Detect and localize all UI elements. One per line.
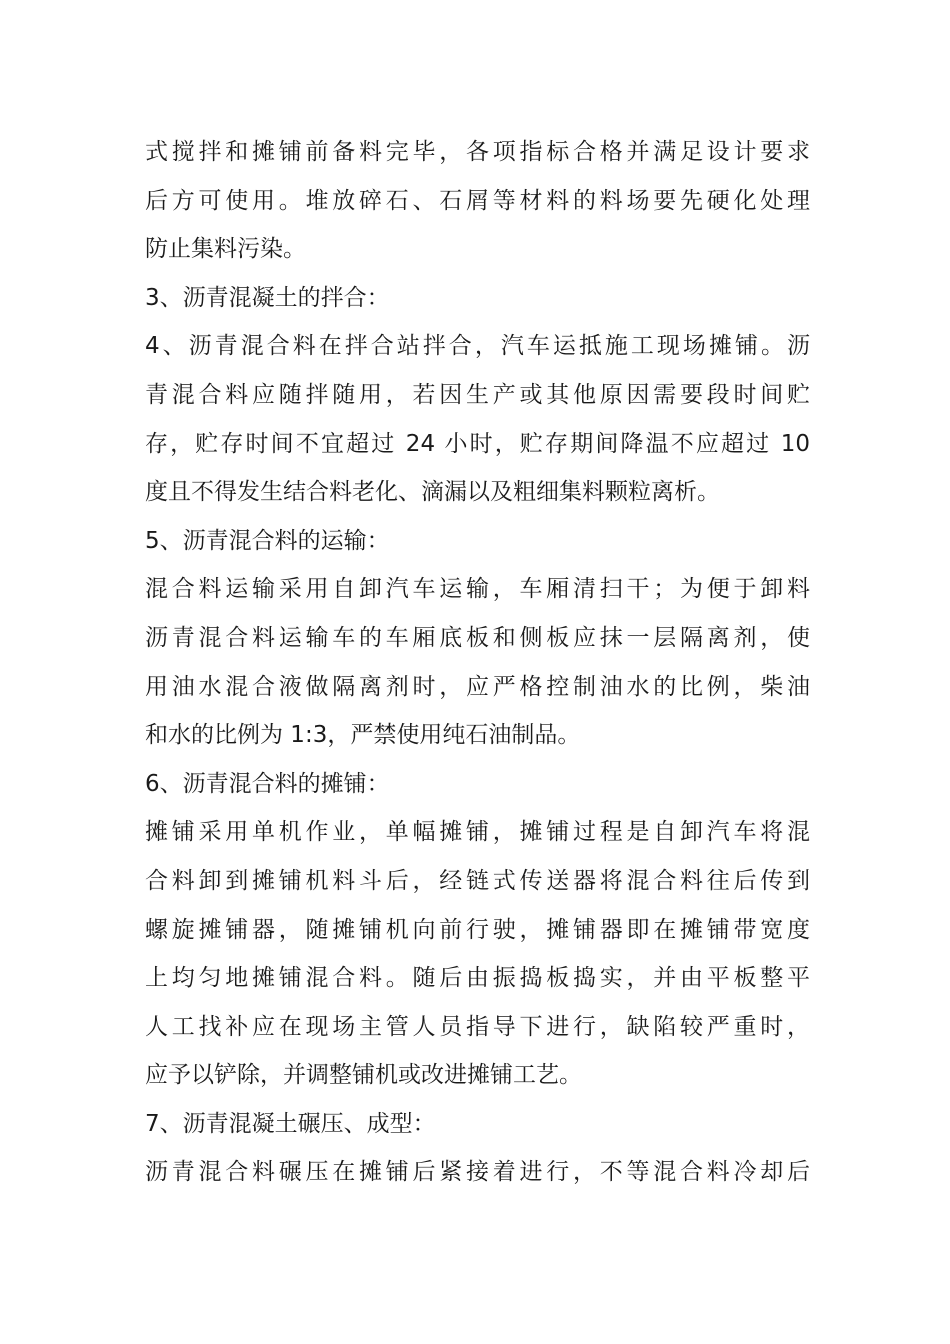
text-line: 混合料运输采用自卸汽车运输，车厢清扫干；为便于卸料 <box>145 576 810 603</box>
text-line: 7、沥青混凝土碾压、成型： <box>145 1110 436 1137</box>
text-line: 沥青混合料运输车的车厢底板和侧板应抹一层隔离剂，使 <box>145 624 810 651</box>
document-body <box>145 128 810 1197</box>
text-line: 合料卸到摊铺机料斗后，经链式传送器将混合料往后传到 <box>145 867 810 894</box>
text-line: 度且不得发生结合料老化、滴漏以及粗细集料颗粒离析。 <box>145 479 720 506</box>
text-line: 人工找补应在现场主管人员指导下进行，缺陷较严重时， <box>145 1013 810 1040</box>
text-line: 和水的比例为 1:3，严禁使用纯石油制品。 <box>145 722 581 749</box>
text-line: 式搅拌和摊铺前备料完毕，各项指标合格并满足设计要求 <box>145 139 810 165</box>
text-line: 用油水混合液做隔离剂时，应严格控制油水的比例，柴油 <box>145 673 810 700</box>
text-line: 螺旋摊铺器，随摊铺机向前行驶，摊铺器即在摊铺带宽度 <box>145 916 810 943</box>
text-line: 青混合料应随拌随用，若因生产或其他原因需要段时间贮 <box>145 381 810 408</box>
text-line: 上均匀地摊铺混合料。随后由振捣板捣实，并由平板整平 <box>145 965 810 992</box>
text-line: 4、沥青混合料在拌合站拌合，汽车运抵施工现场摊铺。沥 <box>145 333 810 360</box>
text-line: 3、沥青混凝土的拌合： <box>145 284 390 311</box>
text-line: 应予以铲除，并调整铺机或改进摊铺工艺。 <box>145 1062 582 1089</box>
text-line: 防止集料污染。 <box>145 236 306 263</box>
text-line: 摊铺采用单机作业，单幅摊铺，摊铺过程是自卸汽车将混 <box>145 819 810 846</box>
text-line: 沥青混合料碾压在摊铺后紧接着进行，不等混合料冷却后 <box>145 1159 810 1186</box>
text-line: 5、沥青混合料的运输： <box>145 527 390 554</box>
text-line: 存，贮存时间不宜超过 24 小时，贮存期间降温不应超过 10 <box>145 430 810 457</box>
text-line: 6、沥青混合料的摊铺： <box>145 770 390 797</box>
text-line: 后方可使用。堆放碎石、石屑等材料的料场要先硬化处理 <box>145 187 810 214</box>
